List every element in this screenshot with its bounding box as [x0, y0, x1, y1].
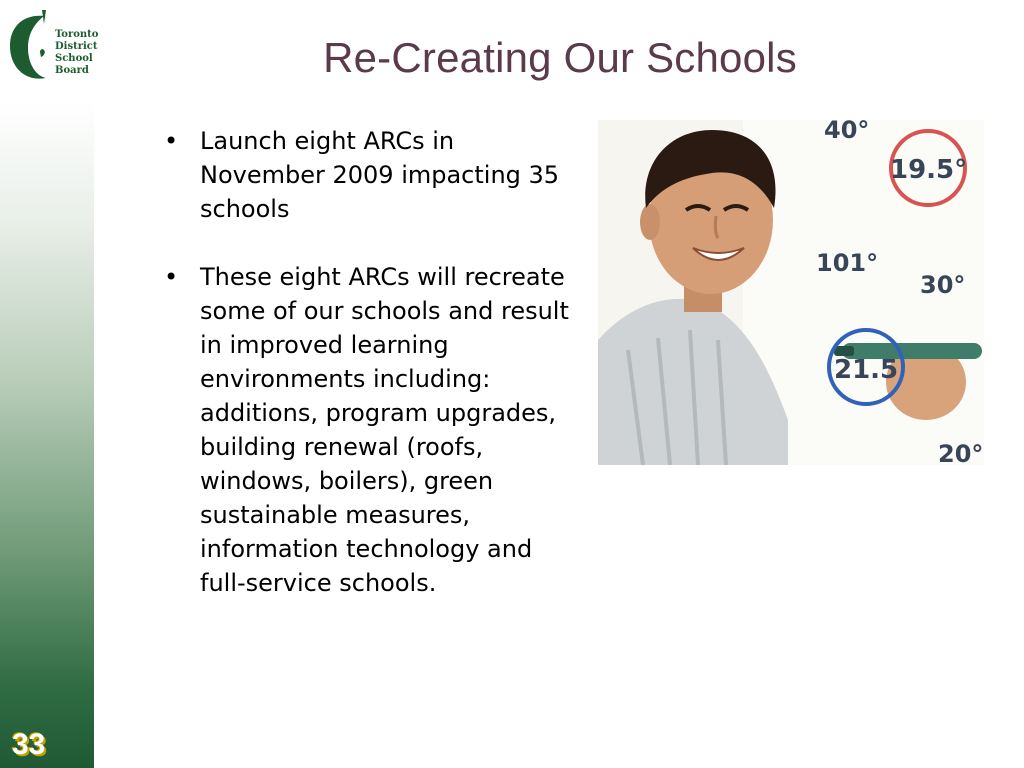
bullet-list [160, 124, 570, 634]
student-photo [598, 120, 984, 465]
bullet-text: Launch eight ARCs in November 2009 impacting 35 schools [200, 127, 560, 223]
bullet-dot-icon: • [164, 263, 179, 291]
label-20: 20° [938, 440, 984, 465]
sidebar-gradient [0, 100, 94, 768]
label-40: 40° [824, 120, 870, 144]
label-19-5: 19.5° [890, 155, 968, 185]
logo-text: Toronto District School Board [55, 29, 99, 76]
page-number: 33 [12, 728, 46, 761]
label-30: 30° [920, 271, 966, 299]
student-photo-illustration [598, 120, 984, 465]
slide-title: Re-Creating Our Schools [323, 34, 797, 81]
bullet-item [160, 260, 570, 600]
tdsb-logo [6, 6, 99, 84]
bullet-text: These eight ARCs will recreate some of our schools and result in improved learning environments including: additions, program upgrades, building renewal (roofs, windows, boilers), green sustainable measures, information technology and full-service schools. [200, 263, 569, 597]
label-21-5: 21.5 [834, 355, 899, 385]
bullet-item [160, 124, 570, 226]
label-101: 101° [816, 249, 879, 277]
bullet-dot-icon: • [164, 127, 179, 155]
